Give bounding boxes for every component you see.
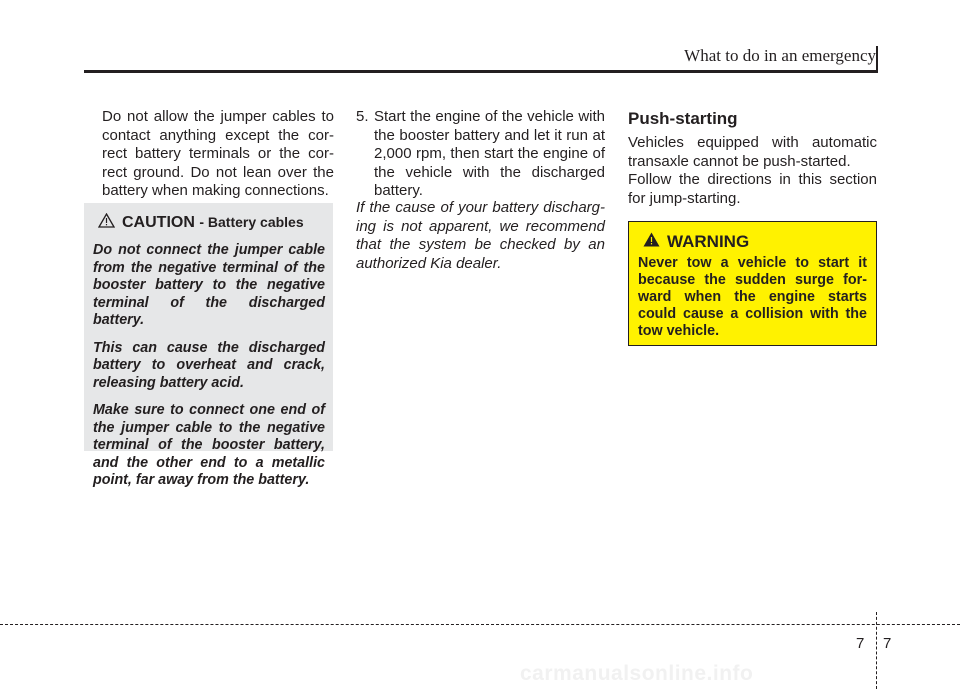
page-number: 7 — [883, 635, 892, 652]
jump-start-paragraph: Follow the directions in this section for jump-starting. — [628, 171, 877, 207]
footer-divider — [876, 612, 878, 689]
watermark: carmanualsonline.info — [520, 662, 754, 685]
dealer-note: If the cause of your battery discharg-ing is not apparent, we recommend that the system be checked by an authorized Kia dealer. — [356, 199, 605, 272]
footer-rule — [0, 624, 960, 625]
step-text: Start the engine of the vehicle with the booster battery and let it run at 2,000 rpm, then start the engine of the vehicle with the discharged battery. — [374, 108, 605, 199]
chapter-number: 7 — [856, 635, 865, 652]
caution-title: CAUTION — [122, 214, 195, 231]
warning-text: Never tow a vehicle to start it because the sudden surge for-ward when the engine starts could cause a collision with the tow vehicle. — [638, 255, 867, 339]
caution-subtitle: - Battery cables — [199, 214, 304, 230]
push-start-paragraph: Vehicles equipped with automatic transaxle cannot be push-started. — [628, 134, 877, 170]
caution-paragraph: Do not connect the jumper cable from the negative terminal of the booster battery to the negative terminal of the discharged battery. — [93, 242, 325, 328]
caution-box — [84, 203, 333, 488]
jumper-cable-instruction: Do not allow the jumper cables to contact anything except the cor-rect battery terminals or the cor-rect ground. Do not lean over the battery when making connections. — [102, 108, 334, 199]
chapter-header-title: What to do in an emergency — [684, 46, 876, 65]
warning-title: WARNING — [667, 232, 750, 251]
caution-paragraph: This can cause the discharged battery to overheat and crack, releasing battery acid. — [93, 339, 325, 391]
step-5 — [356, 108, 605, 201]
warning-header — [643, 232, 867, 252]
caution-header — [98, 213, 325, 233]
warning-box — [628, 221, 877, 346]
caution-paragraph: Make sure to connect one end of the jumper cable to the negative terminal of the booster battery, and the other end to a metallic point, far away from the battery. — [93, 402, 325, 488]
header-rule — [84, 70, 877, 73]
caution-triangle-icon — [98, 213, 115, 233]
header-rule-end — [876, 46, 878, 73]
step-number: 5. — [356, 108, 369, 125]
warning-triangle-icon — [643, 232, 660, 252]
section-title: Push-starting — [628, 109, 738, 128]
